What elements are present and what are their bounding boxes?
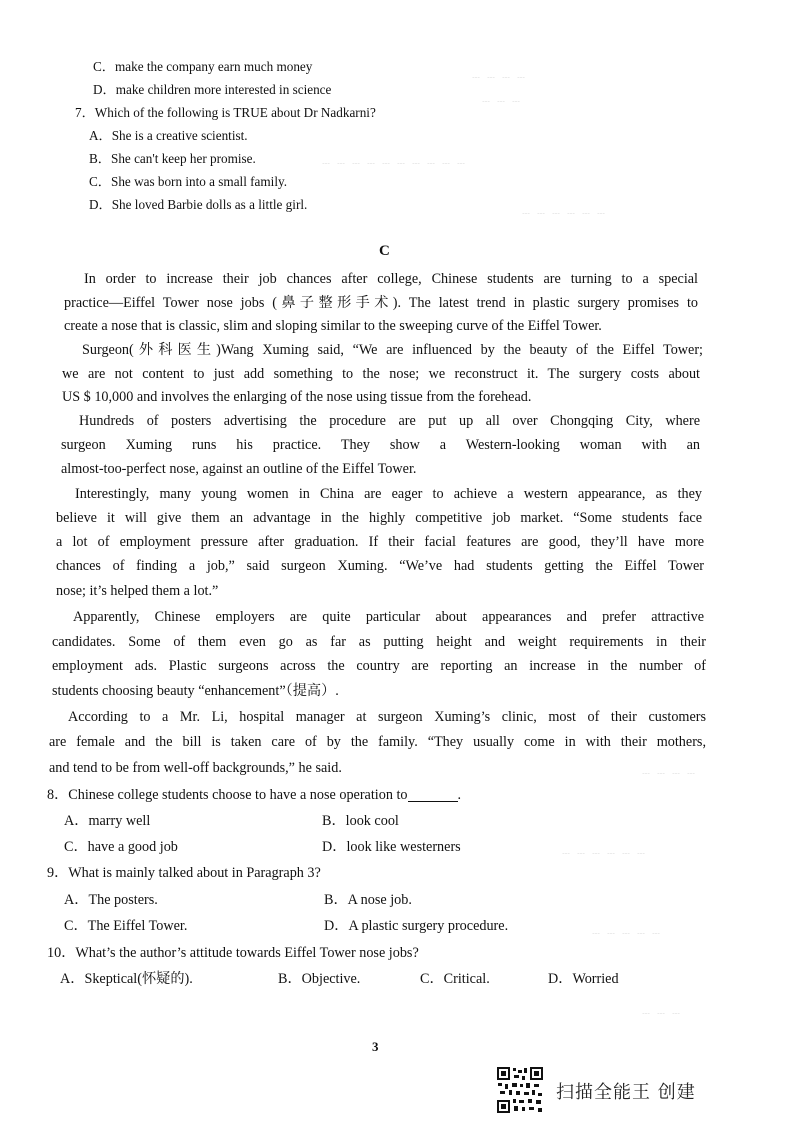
bleed-through-mark: ﹍ ﹍ ﹍ <box>480 90 523 104</box>
passage-line: and tend to be from well-off backgrounds,” he said. <box>49 760 342 776</box>
option-8c[interactable]: C．have a good job <box>64 839 178 855</box>
option-6c: C．make the company earn much money <box>93 59 313 74</box>
question-8-stem: 8．Chinese college students choose to have a nose operation to . <box>47 787 462 803</box>
option-10b[interactable]: B．Objective. <box>278 971 361 987</box>
option-7b[interactable]: B．She can't keep her promise. <box>89 151 256 166</box>
option-7d[interactable]: D．She loved Barbie dolls as a little girl. <box>89 197 308 212</box>
passage-line: almost-too-perfect nose, against an outline of the Eiffel Tower. <box>61 461 417 477</box>
bleed-through-mark: ﹍ ﹍ ﹍ ﹍ ﹍ ﹍ <box>560 842 648 856</box>
passage-line: US $ 10,000 and involves the enlarging of the nose using tissue from the forehead. <box>62 389 532 405</box>
option-7c[interactable]: C．She was born into a small family. <box>89 174 288 189</box>
section-title: C <box>379 243 390 259</box>
passage-line: believe it will give them an advantage in the highly competitive job market. “Some students face <box>56 510 702 526</box>
bleed-through-mark: ﹍ ﹍ ﹍ ﹍ <box>470 66 528 80</box>
passage-line: practice—Eiffel Tower nose jobs (鼻子整形手术). The latest trend in plastic surgery promises to <box>64 295 698 311</box>
passage-line: candidates. Some of them even go as far as putting height and weight requirements in their <box>52 634 706 650</box>
option-9a[interactable]: A．The posters. <box>64 892 158 908</box>
passage-line: are female and the bill is taken care of by the family. “They usually come in with their mothers, <box>49 734 706 750</box>
option-8a[interactable]: A．marry well <box>64 813 151 829</box>
scanner-watermark: 扫描全能王 创建 <box>556 1082 696 1103</box>
passage-line: we are not content to just add something to the nose; we reconstruct it. The surgery costs about <box>62 366 700 382</box>
passage-line: Interestingly, many young women in China are eager to achieve a western appearance, as they <box>75 486 702 502</box>
option-6d: D．make children more interested in science <box>93 82 332 97</box>
passage-line: According to a Mr. Li, hospital manager at surgeon Xuming’s clinic, most of their customers <box>68 709 706 725</box>
qr-code-icon <box>496 1066 544 1114</box>
option-9d[interactable]: D．A plastic surgery procedure. <box>324 918 509 934</box>
passage-line: create a nose that is classic, slim and sloping similar to the sweeping curve of the Eiffel Tower. <box>64 318 602 334</box>
passage-line: Apparently, Chinese employers are quite particular about appearances and prefer attractive <box>73 609 704 625</box>
option-8b[interactable]: B．look cool <box>322 813 399 829</box>
option-8d[interactable]: D．look like westerners <box>322 839 461 855</box>
question-7-stem: 7．Which of the following is TRUE about Dr Nadkarni? <box>75 105 376 120</box>
passage-line: Surgeon(外科医生)Wang Xuming said, “We are influenced by the beauty of the Eiffel Tower; <box>82 342 703 358</box>
passage-line: In order to increase their job chances after college, Chinese students are turning to a special <box>84 271 698 287</box>
passage-line: employment ads. Plastic surgeons across the country are reporting an increase in the number of <box>52 658 706 674</box>
passage-line: students choosing beauty “enhancement”（提高）. <box>52 683 339 699</box>
bleed-through-mark: ﹍ ﹍ ﹍ ﹍ ﹍ ﹍ ﹍ ﹍ ﹍ ﹍ <box>320 152 468 166</box>
passage-line: nose; it’s helped them a lot.” <box>56 583 219 599</box>
page-number: 3 <box>372 1039 379 1054</box>
question-9-stem: 9．What is mainly talked about in Paragraph 3? <box>47 865 321 881</box>
bleed-through-mark: ﹍ ﹍ ﹍ ﹍ ﹍ <box>590 922 663 936</box>
option-9c[interactable]: C．The Eiffel Tower. <box>64 918 188 934</box>
passage-line: Hundreds of posters advertising the procedure are put up all over Chongqing City, where <box>79 413 700 429</box>
option-10a[interactable]: A．Skeptical(怀疑的). <box>60 971 193 987</box>
bleed-through-mark: ﹍ ﹍ ﹍ <box>640 1002 683 1016</box>
option-9b[interactable]: B．A nose job. <box>324 892 412 908</box>
passage-line: surgeon Xuming runs his practice. They show a Western-looking woman with an <box>61 437 700 453</box>
passage-line: a lot of employment pressure after graduation. If their facial features are good, they’ll have more <box>56 534 704 550</box>
bleed-through-mark: ﹍ ﹍ ﹍ ﹍ ﹍ ﹍ <box>520 202 608 216</box>
answer-blank[interactable] <box>408 787 458 802</box>
question-10-stem: 10．What’s the author’s attitude towards Eiffel Tower nose jobs? <box>47 945 419 961</box>
option-7a[interactable]: A．She is a creative scientist. <box>89 128 248 143</box>
option-10c[interactable]: C．Critical. <box>420 971 490 987</box>
option-10d[interactable]: D．Worried <box>548 971 619 987</box>
passage-line: chances of finding a job,” said surgeon Xuming. “We’ve had students getting the Eiffel Tower <box>56 558 704 574</box>
bleed-through-mark: ﹍ ﹍ ﹍ ﹍ <box>640 762 698 776</box>
